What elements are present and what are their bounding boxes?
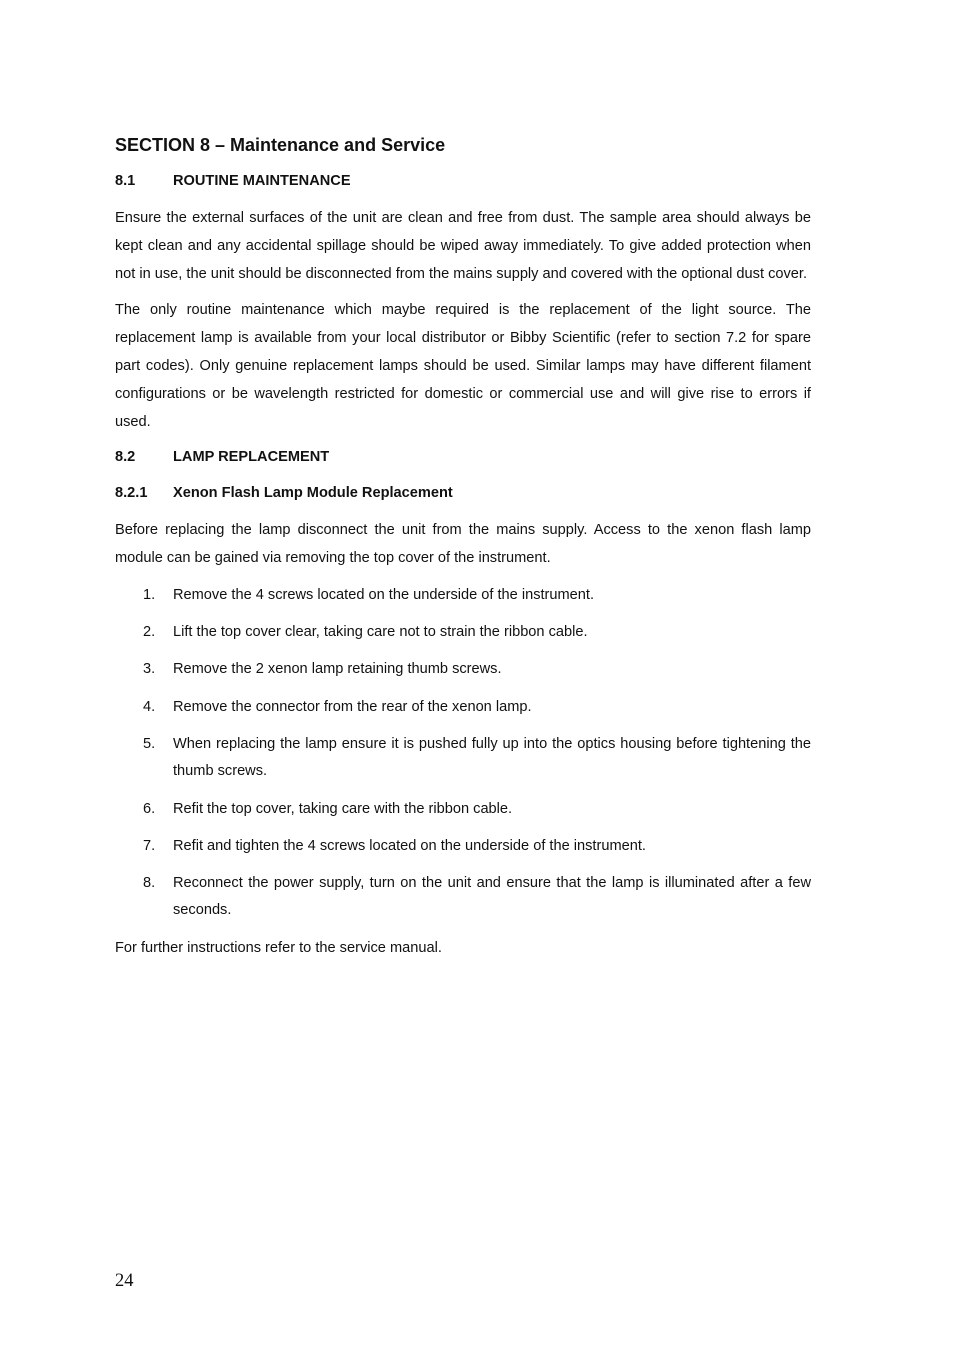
step-number: 2. bbox=[143, 624, 156, 641]
paragraph: Ensure the external surfaces of the unit are clean and free from dust. The sample area should always be kept clean and any accidental spillage should be wiped away immediately. To give added protection when not in use, the unit should be disconnected from the mains supply and covered with the optional dust cover. bbox=[115, 210, 811, 282]
heading-number: 8.1 bbox=[115, 173, 136, 189]
heading-text: Xenon Flash Lamp Module Replacement bbox=[173, 485, 453, 502]
step-text: Refit the top cover, taking care with the ribbon cable. bbox=[173, 800, 513, 817]
list-item bbox=[115, 619, 811, 647]
list-item bbox=[115, 796, 811, 824]
heading-8-2 bbox=[115, 445, 811, 469]
document-page bbox=[115, 132, 811, 971]
page-number: 24 bbox=[115, 1271, 134, 1291]
step-text: Remove the 2 xenon lamp retaining thumb screws. bbox=[173, 661, 502, 678]
list-item bbox=[115, 582, 811, 610]
step-text: Remove the 4 screws located on the underside of the instrument. bbox=[173, 586, 595, 603]
heading-text: ROUTINE MAINTENANCE bbox=[173, 173, 351, 189]
step-text: Refit and tighten the 4 screws located on the underside of the instrument. bbox=[173, 837, 646, 854]
list-item bbox=[115, 870, 811, 925]
step-number: 8. bbox=[143, 874, 156, 891]
paragraph: The only routine maintenance which maybe required is the replacement of the light source. The replacement lamp is available from your local distributor or Bibby Scientific (refer to section 7.2 for spare part codes). Only genuine replacement lamps should be used. Similar lamps may have different filament configurations or be wavelength restricted for domestic or commercial use and will give rise to errors if used. bbox=[115, 302, 811, 430]
step-text: Lift the top cover clear, taking care not to strain the ribbon cable. bbox=[173, 624, 588, 641]
step-text: Reconnect the power supply, turn on the unit and ensure that the lamp is illuminated after a few seconds. bbox=[173, 874, 811, 919]
step-number: 1. bbox=[143, 586, 156, 603]
list-item bbox=[115, 731, 811, 786]
heading-text: LAMP REPLACEMENT bbox=[173, 449, 330, 466]
list-item bbox=[115, 656, 811, 684]
closing-paragraph: For further instructions refer to the service manual. bbox=[115, 939, 442, 956]
step-number: 3. bbox=[143, 661, 156, 678]
heading-number: 8.2 bbox=[115, 449, 136, 466]
step-text: When replacing the lamp ensure it is pushed fully up into the optics housing before tightening the thumb screws. bbox=[173, 735, 811, 780]
section-title: SECTION 8 – Maintenance and Service bbox=[115, 135, 446, 155]
step-text: Remove the connector from the rear of the xenon lamp. bbox=[173, 698, 532, 715]
step-number: 7. bbox=[143, 837, 156, 854]
list-item bbox=[115, 694, 811, 722]
heading-8-2-1 bbox=[115, 481, 811, 505]
heading-8-1 bbox=[115, 169, 811, 193]
step-number: 5. bbox=[143, 735, 156, 752]
list-item bbox=[115, 833, 811, 861]
heading-number: 8.2.1 bbox=[115, 485, 148, 502]
step-number: 6. bbox=[143, 800, 156, 817]
paragraph: Before replacing the lamp disconnect the unit from the mains supply. Access to the xenon flash lamp module can be gained via removing the top cover of the instrument. bbox=[115, 522, 811, 567]
step-number: 4. bbox=[143, 698, 156, 715]
numbered-steps-list bbox=[115, 582, 811, 925]
